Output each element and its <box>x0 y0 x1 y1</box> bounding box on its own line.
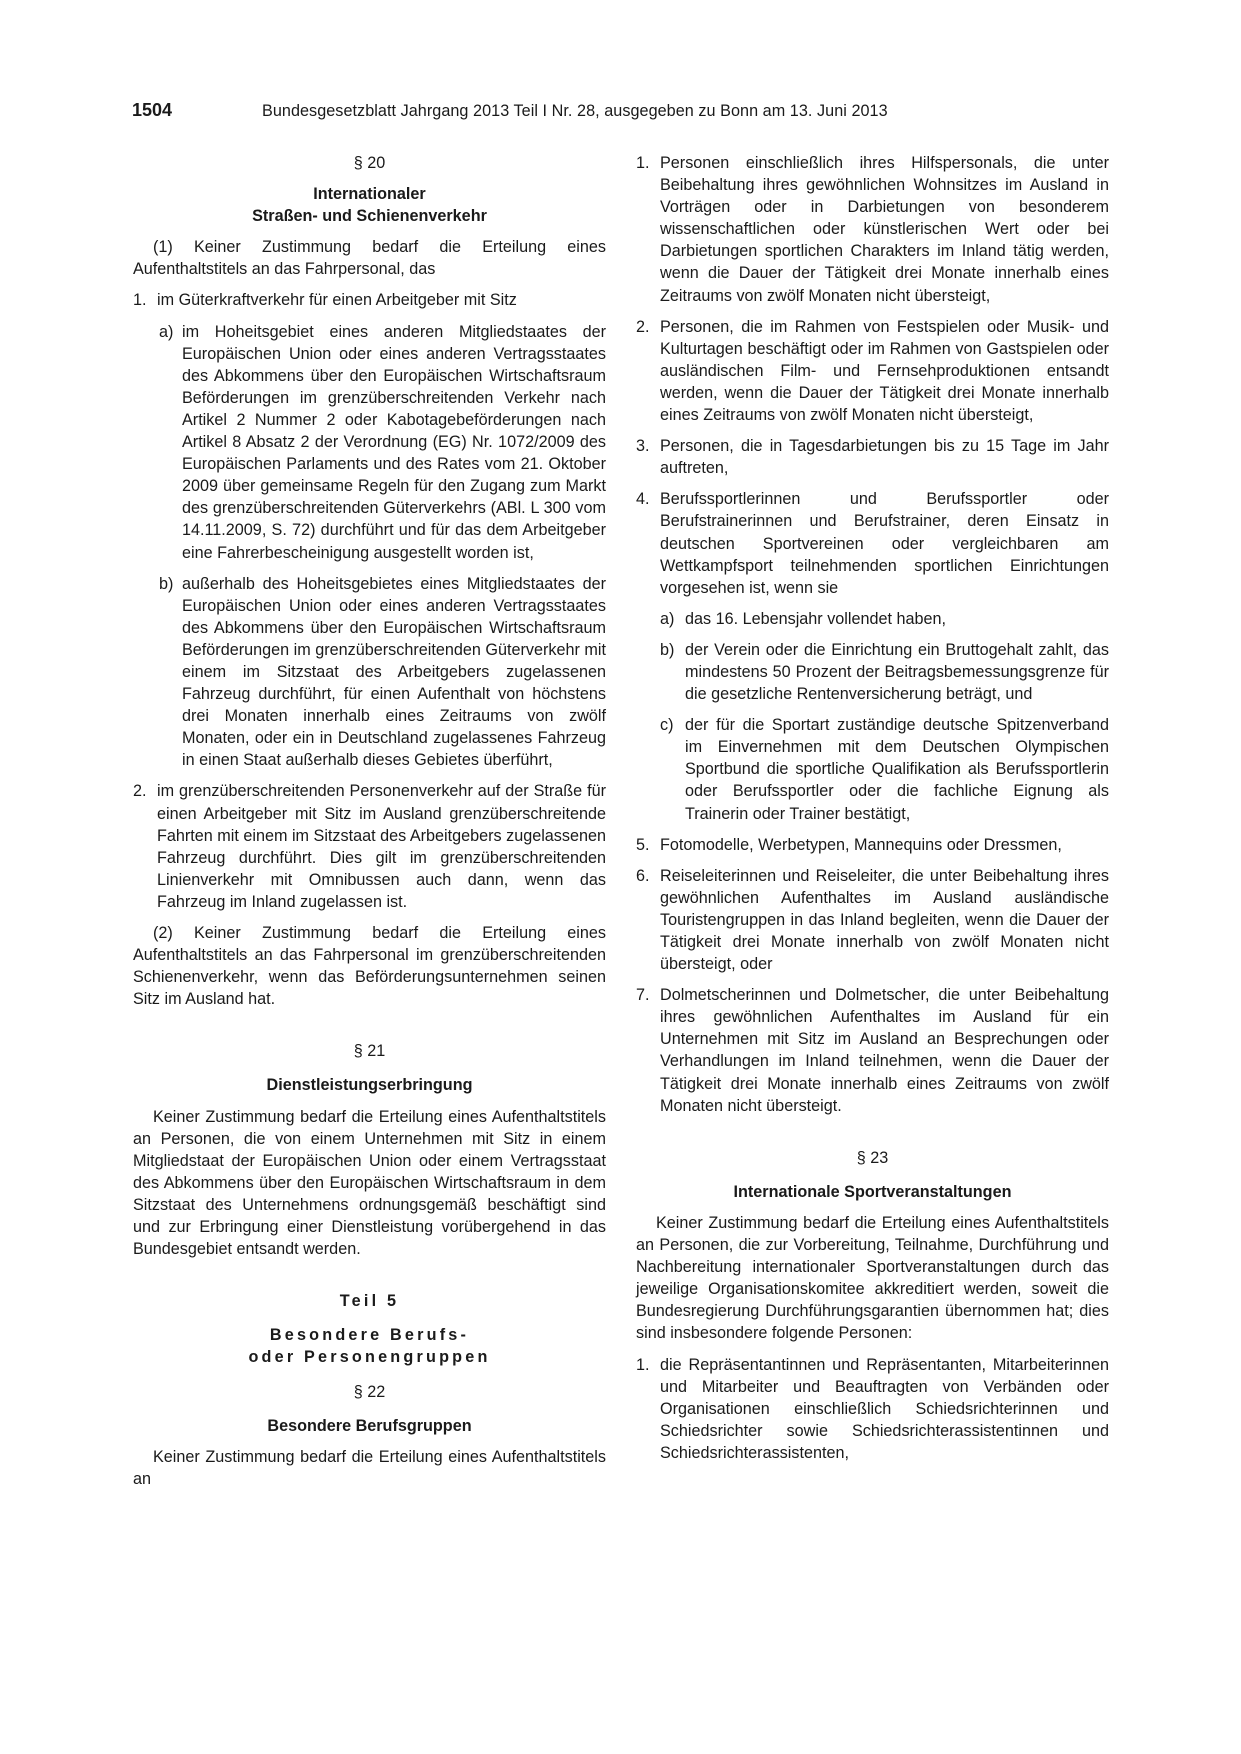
section-22-paragraph: Keiner Zustimmung bedarf die Erteilung eines Aufenthaltstitels an <box>133 1447 606 1488</box>
section-23-paragraph: Keiner Zustimmung bedarf die Erteilung eines Aufenthaltstitels an Personen, die zur Vorbereitung, Teilnahme, Durchführung und Nachbereitung internationaler Sportveranstaltungen durch das jeweilige Organisationskomitee akkreditiert werden, soweit die Bundesregierung Durchführungsgarantien übernommen hat; dies sind insbesondere folgende Personen: <box>636 1213 1109 1343</box>
list-item-label: 1. <box>636 154 650 172</box>
list-item-label: 3. <box>636 437 650 456</box>
section-23-number: § 23 <box>856 1148 889 1167</box>
list-item-label: 7. <box>636 986 650 1005</box>
list-subitem <box>636 608 1109 630</box>
list-item-text: Personen, die im Rahmen von Festspielen oder Musik- und Kulturtagen beschäftigt oder im Rahmen von Gastspielen oder ausländischen Film- und Fernsehproduktionen entsandt werden, wenn die Dauer der Tätigkeit drei Monate innerhalb eines Zeitraums von zwölf Monaten nicht übersteigt, <box>660 317 1109 425</box>
part-5-title-line-1: Besondere Berufs- <box>269 1326 470 1345</box>
list-subitem-label: c) <box>660 716 674 735</box>
list-item-label: 4. <box>636 490 650 509</box>
list-item-text: Dolmetscherinnen und Dolmetscher, die unter Beibehaltung ihres gewöhnlichen Aufenthaltes im Ausland für ein Unternehmen mit Sitz im Ausland an Besprechungen oder Verhandlungen im Inland teilnehmen, wenn die Dauer der Tätigkeit drei Monate innerhalb eines Zeitraums von zwölf Monaten nicht übersteigt. <box>660 986 1109 1115</box>
part-5-label: Teil 5 <box>339 1292 400 1311</box>
list-subitem-text: außerhalb des Hoheitsgebietes eines Mitgliedstaates der Europäischen Union oder eines anderen Vertragsstaates des Abkommens über den Europäischen Wirtschaftsraum Beförderungen im grenzüberschreitenden Güterverkehr mit einem im Sitzstaat des Arbeitgebers zugelassenen Fahrzeug durchführt, für einen Aufenthalt von höchstens drei Monaten innerhalb eines Zeitraums von zwölf Monaten, oder ein in Deutschland zugelassenes Fahrzeug in einen Staat außerhalb dieses Gebietes überführt, <box>182 574 606 770</box>
section-21-title: Dienstleistungserbringung <box>266 1076 473 1095</box>
left-column <box>133 152 606 1490</box>
section-21-number: § 21 <box>353 1042 386 1061</box>
list-subitem <box>133 321 606 564</box>
list-item <box>636 834 1109 856</box>
list-subitem <box>636 714 1109 824</box>
list-item-text: Personen, die in Tagesdarbietungen bis zu 15 Tage im Jahr auftreten, <box>660 437 1109 478</box>
list-subitem-label: a) <box>159 322 174 341</box>
section-23-title: Internationale Sportveranstaltungen <box>733 1182 1012 1201</box>
list-subitem-text: das 16. Lebensjahr vollendet haben, <box>685 609 946 628</box>
running-head: Bundesgesetzblatt Jahrgang 2013 Teil I Nr. 28, ausgegeben zu Bonn am 13. Juni 2013 <box>262 102 888 120</box>
section-22-number: § 22 <box>353 1382 386 1401</box>
list-item-label: 2. <box>636 317 650 336</box>
list-item-label: 1. <box>636 1355 650 1374</box>
section-20-number: § 20 <box>353 154 386 172</box>
page-number: 1504 <box>132 100 173 120</box>
part-5-title-line-2: oder Personengruppen <box>248 1348 491 1367</box>
list-item <box>636 1354 1109 1464</box>
list-subitem <box>133 573 606 772</box>
list-subitem-label: b) <box>660 640 675 659</box>
list-item-label: 5. <box>636 835 650 854</box>
list-subitem-text: der für die Sportart zuständige deutsche Spitzenverband im Einvernehmen mit dem Deutschen Olympischen Sportbund die sportliche Qualifikation als Berufssportlerin oder Berufssportler oder die fachliche Eignung als Trainerin oder Trainer bestätigt, <box>685 716 1109 823</box>
list-subitem-label: b) <box>159 574 174 593</box>
list-item-text: Berufssportlerinnen und Berufssportler oder Berufstrainerinnen und Berufstrainer, deren Einsatz in deutschen Sportvereinen oder vergleichbaren am Wettkampfsport teilnehmenden sportlichen Einrichtungen vorgesehen ist, wenn sie <box>660 490 1109 597</box>
list-item-label: 1. <box>133 291 147 310</box>
list-item-text: Personen einschließlich ihres Hilfspersonals, die unter Beibehaltung ihres gewöhnlichen Wohnsitzes im Ausland in Vorträgen oder in Darbietungen von besonderem wissenschaftlichen oder künstlerischen Wert oder bei Darbietungen sportlichen Charakters im Inland tätig werden, wenn die Dauer der Tätigkeit drei Monate innerhalb eines Zeitraums von zwölf Monaten nicht übersteigt, <box>660 154 1109 305</box>
list-item-label: 2. <box>133 782 147 801</box>
section-22-title: Besondere Berufsgruppen <box>267 1416 472 1435</box>
right-column <box>636 152 1109 1464</box>
section-21-paragraph: Keiner Zustimmung bedarf die Erteilung eines Aufenthaltstitels an Personen, die von einem Unternehmen mit Sitz in einem Mitgliedstaat der Europäischen Union oder einem Vertragsstaat des Abkommens über den Europäischen Wirtschaftsraum in dem Sitzstaat des Unternehmens ordnungsgemäß beschäftigt sind und zur Erbringung einer Dienstleistung vorübergehend in das Bundesgebiet entsandt werden. <box>133 1107 606 1259</box>
list-item-text: Reiseleiterinnen und Reiseleiter, die unter Beibehaltung ihres gewöhnlichen Aufenthaltes im Ausland ausländische Touristengruppen in das Inland begleiten, wenn die Dauer der Tätigkeit drei Monate innerhalb von zwölf Monaten nicht übersteigt, oder <box>660 866 1109 974</box>
list-item <box>636 865 1109 975</box>
list-item-text: im grenzüberschreitenden Personenverkehr auf der Straße für einen Arbeitgeber mit Sitz im Ausland grenzüberschreitende Fahrten mit einem im Sitzstaat des Arbeitgebers zugelassenen Fahrzeug durchführt. Dies gilt im grenzüberschreitenden Linienverkehr mit Omnibussen auch dann, wenn das Fahrzeug im Inland zugelassen ist. <box>157 782 606 911</box>
list-item <box>636 435 1109 479</box>
list-item-label: 6. <box>636 866 650 885</box>
list-item-text: im Güterkraftverkehr für einen Arbeitgeber mit Sitz <box>157 291 517 310</box>
section-20-title-line-2: Straßen- und Schienenverkehr <box>252 207 487 226</box>
list-item <box>133 289 606 311</box>
list-subitem-text: im Hoheitsgebiet eines anderen Mitgliedstaates der Europäischen Union oder eines anderen Vertragsstaates des Abkommens über den Europäischen Wirtschaftsraum Beförderungen im grenzüberschreitenden Verkehr nach Artikel 2 Nummer 2 oder Kabotagebeförderungen nach Artikel 8 Absatz 2 der Verordnung (EG) Nr. 1072/2009 des Europäischen Parlaments und des Rates vom 21. Oktober 2009 über gemeinsame Regeln für den Zugang zum Markt des grenzüberschreitenden Güterverkehrs (ABl. L 300 vom 14.11.2009, S. 72) durchführt und für das dem Arbeitgeber eine Fahrerbescheinigung ausgestellt worden ist, <box>182 322 606 562</box>
list-subitem-text: der Verein oder die Einrichtung ein Bruttogehalt zahlt, das mindestens 50 Prozent der Beitragsbemessungsgrenze für die gesetzliche Rentenversicherung beträgt, und <box>685 640 1109 704</box>
list-item <box>133 780 606 913</box>
list-item <box>636 488 1109 598</box>
list-item <box>636 984 1109 1117</box>
list-item-text: Fotomodelle, Werbetypen, Mannequins oder Dressmen, <box>660 835 1062 854</box>
section-20-paragraph-1: (1) Keiner Zustimmung bedarf die Erteilung eines Aufenthaltstitels an das Fahrpersonal, das <box>133 238 606 279</box>
list-item <box>636 152 1109 307</box>
list-item <box>636 316 1109 426</box>
list-subitem <box>636 639 1109 705</box>
list-subitem-label: a) <box>660 609 675 628</box>
section-20-title-line-1: Internationaler <box>313 185 426 204</box>
list-item-text: die Repräsentantinnen und Repräsentanten, Mitarbeiterinnen und Mitarbeiter und Beauftragten von Verbänden oder Organisationen einschließlich Schiedsrichterinnen und Schiedsrichter sowie Schiedsrichterassistentinnen und Schiedsrichterassistenten, <box>660 1355 1109 1462</box>
section-20-paragraph-2: (2) Keiner Zustimmung bedarf die Erteilung eines Aufenthaltstitels an das Fahrpersonal im grenzüberschreitenden Schienenverkehr, wenn das Beförderungsunternehmen seinen Sitz im Ausland hat. <box>133 924 606 1009</box>
